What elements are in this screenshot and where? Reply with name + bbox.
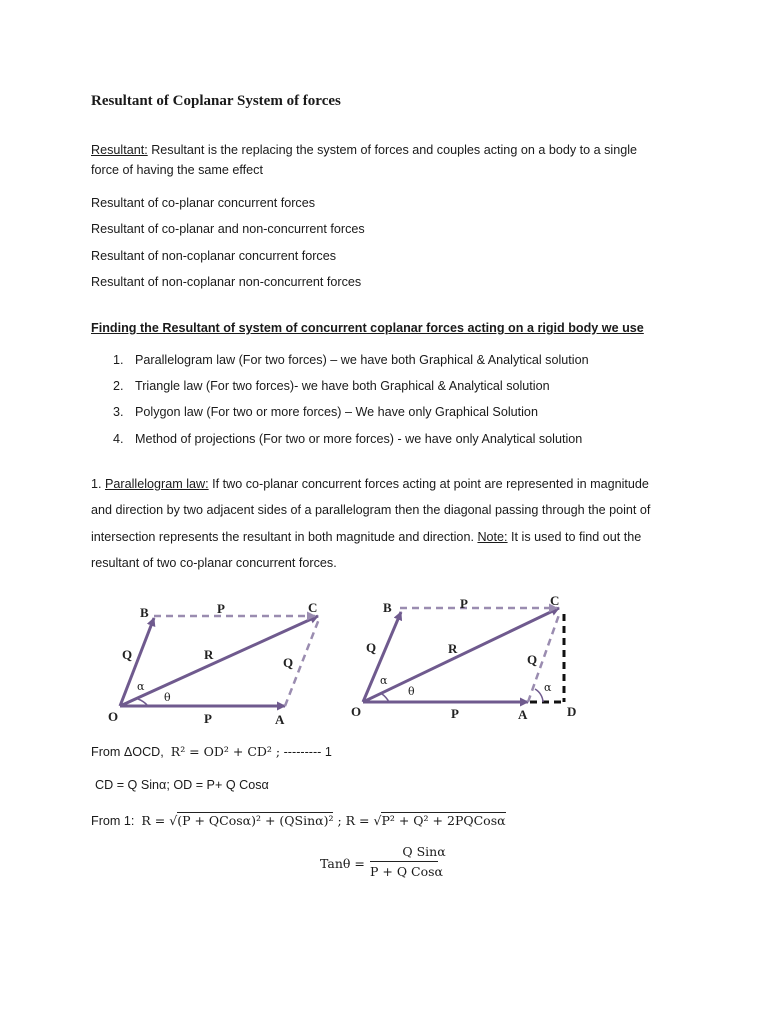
eq1-suffix: --------- 1	[283, 745, 332, 759]
equation-2: CD = Q Sinα; OD = P+ Q Cosα	[95, 778, 269, 792]
method-text: Method of projections (For two or more forces) - we have only Analytical solution	[135, 432, 583, 446]
type-item-1: Resultant of co-planar concurrent forces	[91, 196, 316, 210]
label-P-top: P	[460, 596, 468, 611]
vector-Q	[363, 612, 401, 702]
equation-3	[91, 813, 506, 828]
eq1-prefix: From ΔOCD,	[91, 745, 164, 759]
label-theta: θ	[408, 685, 415, 698]
label-D: D	[567, 704, 577, 719]
label-Q-right: Q	[527, 652, 538, 667]
label-A: A	[518, 707, 528, 722]
eq1-formula: R² = OD² + CD² ;	[170, 744, 281, 759]
resultant-definition-line1	[91, 143, 637, 157]
tan-numerator: Q Sinα	[402, 844, 446, 859]
para-term: Parallelogram law:	[105, 477, 209, 491]
note-text: It is used to find out the resultant of two co-planar concurrent forces.	[91, 529, 642, 570]
label-R: R	[448, 641, 458, 656]
label-P-bottom: P	[451, 706, 459, 721]
resultant-text: Resultant is the replacing the system of forces and couples acting on a body to a single	[147, 143, 638, 157]
label-A: A	[275, 712, 285, 727]
eq3-a-lhs: R =	[141, 813, 170, 828]
method-text: Polygon law (For two or more forces) – We have only Graphical Solution	[135, 405, 538, 419]
label-O: O	[108, 709, 119, 724]
para-prefix: 1.	[91, 477, 106, 491]
fraction-bar	[370, 861, 438, 862]
label-theta: θ	[164, 691, 171, 704]
label-Q-left: Q	[122, 647, 133, 662]
method-item-1	[113, 353, 589, 367]
type-item-2: Resultant of co-planar and non-concurrent forces	[91, 222, 365, 236]
method-num: 3.	[113, 405, 124, 419]
parallelogram-law-paragraph	[91, 471, 671, 576]
label-Q-right: Q	[283, 655, 294, 670]
para-body: If two co-planar concurrent forces acting at point are represented in magnitude and direction by two adjacent sides of a parallelogram then the diagonal passing through the point of intersection represents the resultant in both magnitude and direction.	[91, 477, 651, 544]
label-B: B	[383, 600, 392, 615]
parallelogram-diagram-left	[105, 595, 340, 730]
method-text: Parallelogram law (For two forces) – we have both Graphical & Analytical solution	[135, 353, 589, 367]
label-P-bottom: P	[204, 711, 212, 726]
method-num: 1.	[113, 353, 124, 367]
method-text: Triangle law (For two forces)- we have both Graphical & Analytical solution	[135, 379, 550, 393]
tan-lhs: Tanθ =	[320, 856, 365, 871]
tan-denominator: P + Q Cosα	[370, 864, 443, 879]
type-item-3: Resultant of non-coplanar concurrent forces	[91, 249, 337, 263]
label-B: B	[140, 605, 149, 620]
method-num: 4.	[113, 432, 124, 446]
method-item-3	[113, 405, 538, 419]
type-item-4: Resultant of non-coplanar non-concurrent forces	[91, 275, 362, 289]
eq3-b-lhs: R =	[345, 813, 374, 828]
angle-arc-alpha	[535, 689, 543, 702]
parallelogram-diagram-right	[345, 592, 590, 727]
label-R: R	[204, 647, 214, 662]
equation-1	[91, 744, 332, 759]
sqrt-symbol: √	[373, 813, 382, 828]
resultant-definition-line2: force of having the same effect	[91, 163, 263, 177]
finding-heading: Finding the Resultant of system of concurrent coplanar forces acting on a rigid body we use	[91, 321, 644, 335]
method-num: 2.	[113, 379, 124, 393]
resultant-label: Resultant:	[91, 143, 148, 157]
sqrt-symbol: √	[169, 813, 178, 828]
eq3-a-radicand: (P + QCosα)² + (QSinα)²	[177, 813, 334, 828]
method-item-2	[113, 379, 550, 393]
label-C: C	[308, 600, 318, 615]
label-O: O	[351, 704, 362, 719]
eq3-prefix: From 1:	[91, 814, 135, 828]
label-alpha: α	[380, 674, 388, 687]
eq3-sep: ;	[333, 813, 346, 828]
label-Q-left: Q	[366, 640, 377, 655]
method-item-4	[113, 432, 582, 446]
eq3-b-radicand: P² + Q² + 2PQCosα	[381, 813, 506, 828]
note-label: Note:	[477, 529, 508, 544]
label-alpha: α	[137, 680, 145, 693]
label-alpha-2: α	[544, 681, 552, 694]
label-P-top: P	[217, 601, 225, 616]
label-C: C	[550, 593, 560, 608]
page-title: Resultant of Coplanar System of forces	[91, 93, 341, 109]
